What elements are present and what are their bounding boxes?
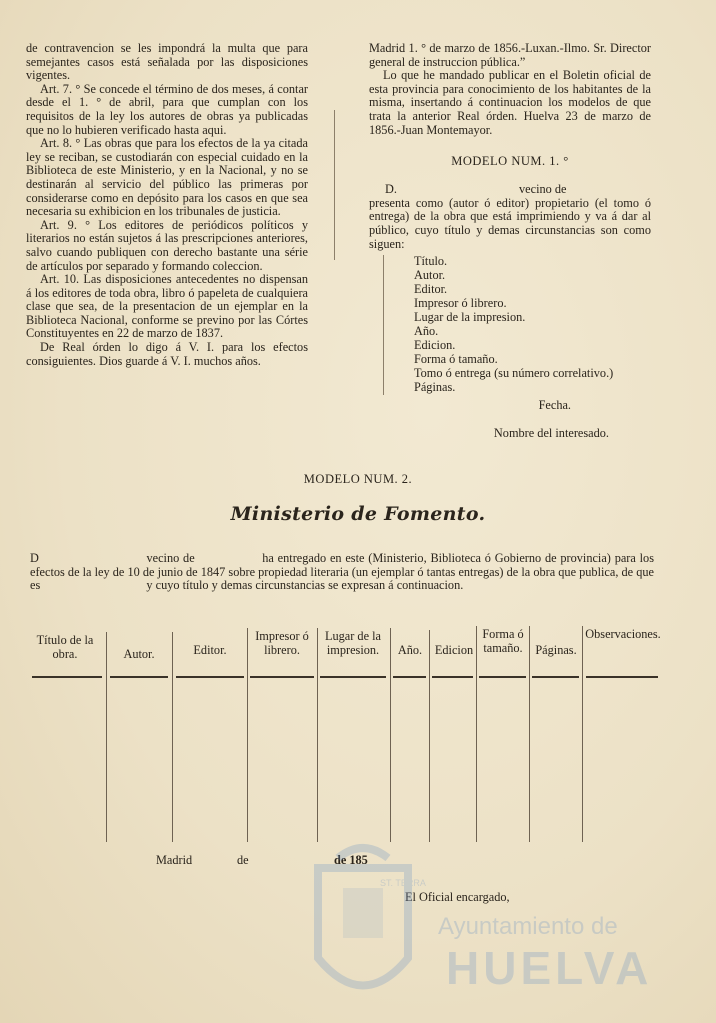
closing-paragraph: De Real órden lo digo á V. I. para los efectos consiguientes. Dios guarde á V. I. muchos años. bbox=[26, 340, 308, 368]
intro-part1: ha entregado en este (Ministerio, Biblioteca ó Gobierno de provincia) para los efectos de la ley de 10 de junio de 1847 sobre propiedad literaria (un ejemplar ó tantas entregas) de la obra que publica, de que es bbox=[30, 551, 654, 593]
header-underline bbox=[432, 676, 473, 678]
modelo1-heading: MODELO NUM. 1. ° bbox=[451, 154, 569, 169]
column-header-edicion: Edicion bbox=[434, 643, 474, 657]
intro-d: D bbox=[30, 551, 39, 565]
column-rule bbox=[529, 626, 530, 842]
column-header-editor: Editor. bbox=[193, 643, 227, 657]
column-header-titulo: Título de la obra. bbox=[36, 633, 94, 661]
left-column bbox=[26, 42, 308, 368]
seal-top-text: ST. TERRA bbox=[380, 878, 426, 888]
modelo2-heading: MODELO NUM. 2. bbox=[303, 472, 413, 486]
column-rule bbox=[476, 626, 477, 842]
watermark-line2: HUELVA bbox=[446, 942, 653, 994]
intro-part2: y cuyo título y demas circunstancias se expresan á continuacion. bbox=[146, 578, 464, 593]
column-header-lugar: Lugar de la impresion. bbox=[325, 629, 381, 657]
header-underline bbox=[532, 676, 579, 678]
form1-vecino: vecino de bbox=[519, 181, 567, 196]
column-rule bbox=[247, 628, 248, 842]
modelo2-intro bbox=[30, 552, 654, 593]
list-item: Año. bbox=[414, 324, 439, 339]
list-item: Páginas. bbox=[414, 380, 456, 395]
article-9: Art. 9. ° Los editores de periódicos políticos y literarios no están sujetos á las prescripciones anteriores, salvo cuando publiquen con derecho bastante una série de artículos por separado y formando coleccion. bbox=[26, 217, 308, 273]
ayuntamiento-huelva-watermark bbox=[298, 838, 658, 1018]
form1-nombre: Nombre del interesado. bbox=[493, 425, 609, 440]
article-10: Art. 10. Las disposiciones antecedentes no dispensan á los editores de toda obra, libro ó papeleta de cualquiera clase que sea, de la presentacion de un ejemplar en la Biblioteca Nacional, conforme se previno por las Córtes Constituyentes en 22 de marzo de 1837. bbox=[26, 272, 308, 341]
seal-icon bbox=[318, 848, 408, 986]
column-header-autor: Autor. bbox=[123, 647, 155, 661]
list-item: Impresor ó librero. bbox=[414, 296, 507, 311]
right-column bbox=[369, 42, 651, 440]
footer-oficial: El Oficial encargado, bbox=[405, 890, 510, 904]
paragraph: de contravencion se les impondrá la multa que para semejantes casos está señalada por las disposiciones vigentes. bbox=[26, 41, 308, 83]
list-item: Edicion. bbox=[414, 338, 456, 353]
column-header-observaciones: Observaciones. bbox=[585, 627, 661, 641]
article-7: Art. 7. ° Se concede el término de dos meses, á contar desde el 1. ° de abril, para que cumplan con los requisitos de la ley los autores de obras ya publicadas que no lo hubieren verificado hasta aqui. bbox=[26, 81, 308, 137]
column-header-impresor: Impresor ó librero. bbox=[255, 629, 309, 657]
column-rule bbox=[172, 632, 173, 842]
column-rule bbox=[429, 630, 430, 842]
column-header-forma: Forma ó tamaño. bbox=[482, 627, 524, 655]
footer-year: de 185 bbox=[334, 853, 368, 867]
form1-header-line bbox=[369, 183, 651, 197]
column-rule bbox=[317, 628, 318, 842]
header-underline bbox=[176, 676, 244, 678]
header-underline bbox=[393, 676, 426, 678]
list-item: Título. bbox=[414, 254, 448, 269]
form1-fecha: Fecha. bbox=[538, 398, 571, 413]
column-divider bbox=[334, 110, 335, 260]
list-item: Autor. bbox=[414, 268, 446, 283]
header-underline bbox=[479, 676, 526, 678]
column-header-paginas: Páginas. bbox=[535, 643, 577, 657]
intro-vecino: vecino de bbox=[146, 551, 195, 565]
column-rule bbox=[582, 626, 583, 842]
list-item: Lugar de la impresion. bbox=[414, 310, 526, 325]
list-item: Tomo ó entrega (su número correlativo.) bbox=[414, 366, 614, 381]
column-header-ano: Año. bbox=[397, 643, 423, 657]
form1-d: D. bbox=[385, 181, 397, 196]
watermark-line1: Ayuntamiento de bbox=[438, 913, 618, 940]
footer-de: de bbox=[237, 853, 249, 867]
header-underline bbox=[320, 676, 386, 678]
column-rule bbox=[106, 632, 107, 842]
ministerio-title: Ministerio de Fomento. bbox=[230, 503, 486, 525]
publication-note: Lo que he mandado publicar en el Boletin oficial de esta provincia para conocimiento de los habitantes de la misma, insertando á continuacion los modelos de que trata la anterior Real órden. Huelva 23 de marzo de 1856.-Juan Montemayor. bbox=[369, 68, 651, 137]
column-rule bbox=[390, 628, 391, 842]
header-underline bbox=[586, 676, 658, 678]
list-item: Editor. bbox=[414, 282, 448, 297]
form1-text: presenta como (autor ó editor) propietario (el tomo ó entrega) de la obra que está imprimiendo y va á dar al público, cuyo título y demas circunstancias son como siguen: bbox=[369, 195, 651, 251]
closing-lines: Madrid 1. ° de marzo de 1856.-Luxan.-Ilmo. Sr. Director general de instruccion pública.” bbox=[369, 41, 651, 69]
registration-table bbox=[24, 624, 664, 846]
footer-place: Madrid bbox=[156, 853, 193, 867]
header-underline bbox=[110, 676, 168, 678]
article-8: Art. 8. ° Las obras que para los efectos de la ya citada ley se reciban, se custodiarán con especial cuidado en la Biblioteca de este Ministerio, y en la Nacional, y no se destinarán al servicio del público las primeras por considerarse como en depósito para los casos en que sea necesaria su exhibicion en los tribunales de justicia. bbox=[26, 136, 308, 219]
form1-fields bbox=[383, 255, 651, 395]
header-underline bbox=[32, 676, 102, 678]
list-item: Forma ó tamaño. bbox=[414, 352, 498, 367]
header-underline bbox=[250, 676, 314, 678]
